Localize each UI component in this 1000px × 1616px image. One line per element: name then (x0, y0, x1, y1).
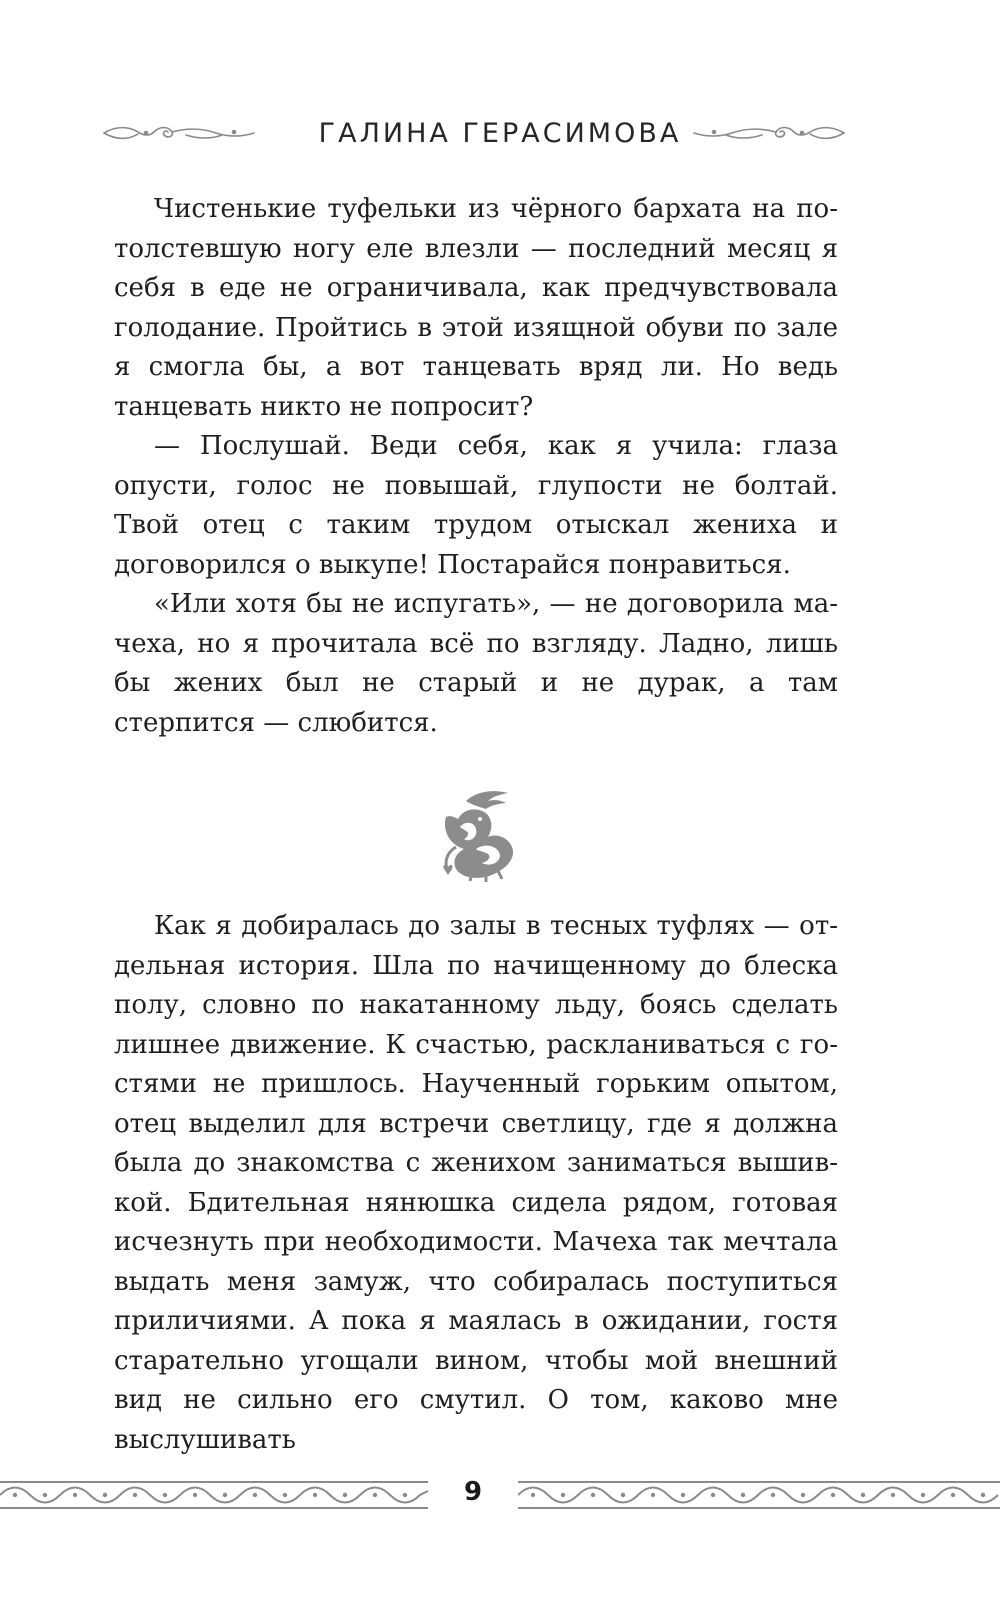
author-name: ГАЛИНА ГЕРАСИМОВА (318, 118, 682, 149)
footer-left-ornament (0, 1479, 428, 1511)
paragraph: Как я добиралась до залы в тесных туфлях — отдельная история. Шла по начищенному до блеска полу, словно по накатанному льду, боясь сделать лишнее движение. К счастью, раскланиваться с гостями не пришлось. Наученный горьким опытом, отец выделил для встречи светлицу, где я должна была до знакомства с женихом заниматься вышивкой. Бдительная нянюшка сидела рядом, готовая исчезнуть при необходимости. Мачеха так мечтала выдать меня замуж, что собиралась поступиться приличиями. А пока я маялась в ожидании, гостя старательно угощали вином, чтобы мой внешний вид не сильно его смутил. О том, каково мне выслушивать (114, 911, 838, 1455)
running-header (0, 112, 1000, 158)
page-number: 9 (463, 1477, 483, 1507)
page-footer (0, 1475, 1000, 1515)
paragraph: «Или хотя бы не испугать», — не договорила мачеха, но я прочитала всё по взгляду. Ладно, лишь бы жених был не старый и не дурак, а там стерпится — слюбится. (114, 589, 838, 738)
body-text-section-1 (114, 190, 838, 743)
header-right-ornament (692, 122, 846, 144)
body-text-section-2 (114, 907, 838, 1460)
dragon-divider-icon (436, 787, 526, 883)
footer-right-ornament (518, 1479, 1000, 1511)
paragraph: Чистенькие туфельки из чёрного бархата на потолстевшую ногу еле влезли — последний месяц я себя в еде не ограничивала, как предчувствовала голодание. Пройтись в этой изящной обуви по зале я смогла бы, а вот танцевать вряд ли. Но ведь танцевать никто не попросит? (114, 194, 838, 422)
paragraph: — Послушай. Веди себя, как я учила: глаза опусти, голос не повышай, глупости не болтай. Твой отец с таким трудом отыскал жениха и договорился о выкупе! Постарайся понравиться. (114, 431, 838, 580)
